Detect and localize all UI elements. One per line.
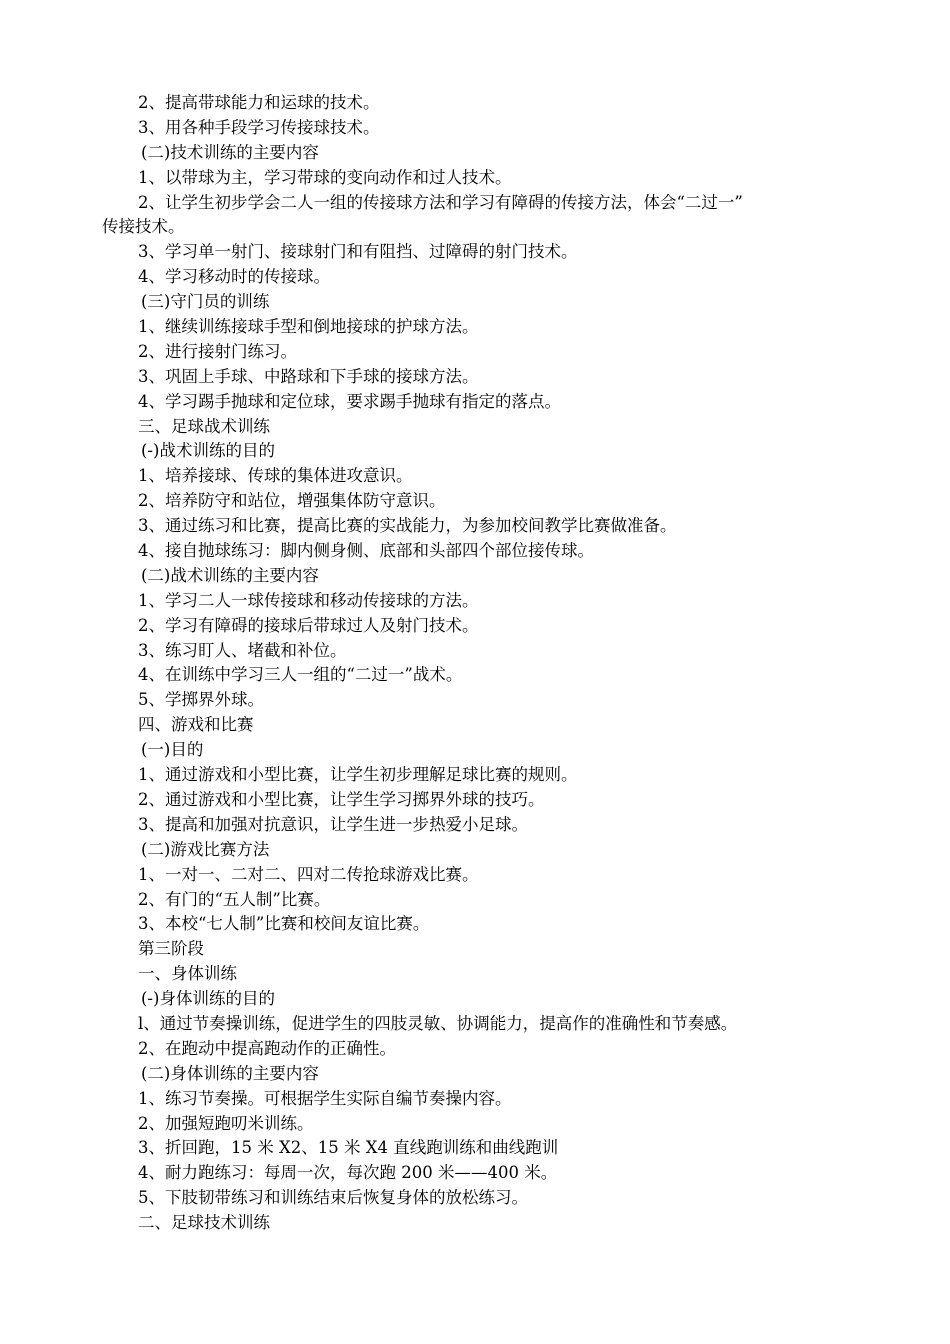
paragraph-line: 3、折回跑，15 米 X2、15 米 X4 直线跑训练和曲线跑训 (138, 1138, 559, 1158)
paragraph-line: 5、下肢韧带练习和训练结束后恢复身体的放松练习。 (138, 1188, 528, 1208)
paragraph-line: 1、继续训练接球手型和倒地接球的护球方法。 (138, 317, 479, 337)
paragraph-line: 3、学习单一射门、接球射门和有阻挡、过障碍的射门技术。 (138, 242, 578, 262)
paragraph-line: 1、学习二人一球传接球和移动传接球的方法。 (138, 590, 479, 610)
paragraph-line: 1、培养接球、传球的集体进攻意识。 (138, 466, 413, 486)
paragraph-line: 3、本校“七人制”比赛和校间友谊比赛。 (138, 914, 430, 934)
document-body (102, 91, 852, 1236)
paragraph-line: 5、学掷界外球。 (138, 690, 264, 710)
paragraph-line: 第三阶段 (138, 939, 204, 959)
paragraph-line: 4、耐力跑练习：每周一次，每次跑 200 米——400 米。 (138, 1163, 558, 1183)
paragraph-line: 3、巩固上手球、中路球和下手球的接球方法。 (138, 366, 479, 386)
section-subheading: (二)战术训练的主要内容 (141, 565, 319, 585)
paragraph-line: 1、以带球为主，学习带球的变向动作和过人技术。 (138, 167, 512, 187)
paragraph-line: 3、通过练习和比赛，提高比赛的实战能力，为参加校间教学比赛做准备。 (138, 516, 677, 536)
paragraph-line: 3、提高和加强对抗意识，让学生进一步热爱小足球。 (138, 814, 528, 834)
paragraph-line: 三、足球战术训练 (138, 416, 270, 436)
section-subheading: (二)身体训练的主要内容 (141, 1063, 319, 1083)
paragraph-line: 4、学习移动时的传接球。 (138, 267, 330, 287)
paragraph-line: 1、练习节奏操。可根据学生实际自编节奏操内容。 (138, 1088, 512, 1108)
paragraph-line: 2、培养防守和站位，增强集体防守意识。 (138, 491, 446, 511)
paragraph-continuation: 传接技术。 (102, 217, 185, 237)
section-subheading: (二)技术训练的主要内容 (141, 142, 319, 162)
section-subheading: (-)战术训练的目的 (141, 441, 275, 461)
paragraph-line: 3、用各种手段学习传接球技术。 (138, 117, 380, 137)
paragraph-line: 2、通过游戏和小型比赛，让学生学习掷界外球的技巧。 (138, 789, 545, 809)
paragraph-line: 四、游戏和比赛 (138, 715, 254, 735)
paragraph-line: 2、让学生初步学会二人一组的传接球方法和学习有障碍的传接方法，体会“二过一” (138, 192, 743, 212)
paragraph-line: 二、足球技术训练 (138, 1213, 270, 1233)
paragraph-line: 1、通过游戏和小型比赛，让学生初步理解足球比赛的规则。 (138, 765, 578, 785)
section-subheading: (一)目的 (141, 740, 204, 760)
paragraph-line: 4、在训练中学习三人一组的“二过一”战术。 (138, 665, 463, 685)
paragraph-line: l、通过节奏操训练，促进学生的四肢灵敏、协调能力，提高作的准确性和节奏感。 (138, 1013, 738, 1033)
paragraph-line: 4、接自抛球练习：脚内侧身侧、底部和头部四个部位接传球。 (138, 541, 594, 561)
paragraph-line: 3、练习盯人、堵截和补位。 (138, 640, 347, 660)
paragraph-line: 2、加强短跑叨米训练。 (138, 1113, 314, 1133)
paragraph-line: 2、有门的“五人制”比赛。 (138, 889, 331, 909)
paragraph-line: 2、提高带球能力和运球的技术。 (138, 93, 380, 112)
section-subheading: (三)守门员的训练 (141, 292, 270, 312)
paragraph-line: 2、在跑动中提高跑动作的正确性。 (138, 1038, 396, 1058)
paragraph-line: 4、学习踢手抛球和定位球，要求踢手抛球有指定的落点。 (138, 391, 561, 411)
section-subheading: (-)身体训练的目的 (141, 989, 275, 1009)
paragraph-line: 2、学习有障碍的接球后带球过人及射门技术。 (138, 615, 479, 635)
paragraph-line: 1、一对一、二对二、四对二传抢球游戏比赛。 (138, 864, 479, 884)
paragraph-line: 2、进行接射门练习。 (138, 341, 297, 361)
paragraph-line: 一、身体训练 (138, 964, 237, 984)
section-subheading: (二)游戏比赛方法 (141, 839, 270, 859)
